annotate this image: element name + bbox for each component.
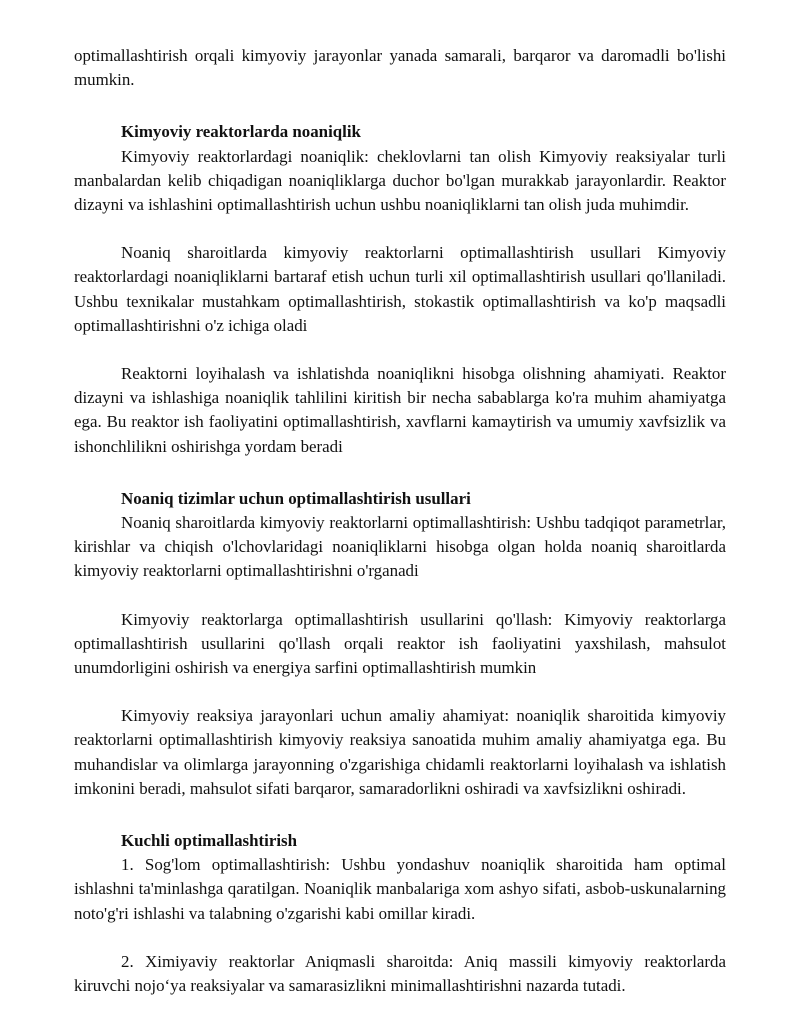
section-heading-optimization-methods: Noaniq tizimlar uchun optimallashtirish usullari bbox=[121, 488, 471, 508]
paragraph: Noaniq sharoitlarda kimyoviy reaktorlarni optimallashtirish: Ushbu tadqiqot parametrlar, kirishlar va chiqish o'lchovlaridagi noaniqliklarni hisobga olgan holda noaniq sharoitlarda kimyoviy reaktorlarni optimallashtirishni o'rganadi bbox=[74, 513, 726, 581]
document-page bbox=[74, 44, 726, 998]
list-paragraph: 2. Ximiyaviy reaktorlar Aniqmasli sharoitda: Aniq massili kimyoviy reaktorlarda kiruvchi nojo‘ya reaksiyalar va samarasizlikni minimallashtirishni nazarda tutadi. bbox=[74, 951, 726, 996]
section-heading-uncertainty: Kimyoviy reaktorlarda noaniqlik bbox=[121, 122, 361, 142]
paragraph: Kimyoviy reaktorlarga optimallashtirish usullarini qo'llash: Kimyoviy reaktorlarga optimallashtirish usullarini qo'llash orqali reaktor ish faoliyatini yaxshilash, mahsulot unumdorligini oshirish va energiya sarfini optimallashtirish mumkin bbox=[74, 609, 726, 678]
paragraph: Reaktorni loyihalash va ishlatishda noaniqlikni hisobga olishning ahamiyati. Reaktor dizayni va ishlashiga noaniqlik tahlilini kiritish bir necha sabablarga ko'ra muhim ahamiyatga ega. Bu reaktor ish faoliyatini optimallashtirish, xavflarni kamaytirish va umumiy xavfsizlik va ishonchlilikni oshirishga yordam beradi bbox=[74, 364, 726, 456]
paragraph: Noaniq sharoitlarda kimyoviy reaktorlarni optimallashtirish usullari Kimyoviy reaktorlardagi noaniqliklarni bartaraf etish uchun turli xil optimallashtirish usullari qo'llaniladi. Ushbu texnikalar mustahkam optimallashtirish, stokastik optimallashtirish va ko'p maqsadli optimallashtirishni o'z ichiga oladi bbox=[74, 243, 726, 335]
list-paragraph: 1. Sog'lom optimallashtirish: Ushbu yondashuv noaniqlik sharoitida ham optimal ishlashni ta'minlashga qaratilgan. Noaniqlik manbalariga xom ashyo sifati, asbob-uskunalarning noto'g'ri ishlashi va talabning o'zgarishi kabi omillar kiradi. bbox=[74, 855, 726, 923]
paragraph: Kimyoviy reaktorlardagi noaniqlik: cheklovlarni tan olish Kimyoviy reaksiyalar turli manbalardan kelib chiqadigan noaniqliklarga duchor bo'lgan murakkab jarayonlardir. Reaktor dizayni va ishlashini optimallashtirish uchun ushbu noaniqliklarni tan olish juda muhimdir. bbox=[74, 146, 726, 215]
paragraph: Kimyoviy reaksiya jarayonlari uchun amaliy ahamiyat: noaniqlik sharoitida kimyoviy reaktorlarni optimallashtirish kimyoviy reaksiya sanoatida muhim amaliy ahamiyatga ega. Bu muhandislar va olimlarga jarayonning o'zgarishiga chidamli reaktorlarni loyihalash va ishlatish imkonini beradi, mahsulot sifati barqaror, samaradorlikni oshiradi va xavfsizlikni oshiradi. bbox=[74, 706, 726, 798]
intro-paragraph: optimallashtirish orqali kimyoviy jarayonlar yanada samarali, barqaror va daromadli bo'lishi mumkin. bbox=[74, 46, 726, 90]
section-heading-robust-optimization: Kuchli optimallashtirish bbox=[121, 831, 297, 851]
